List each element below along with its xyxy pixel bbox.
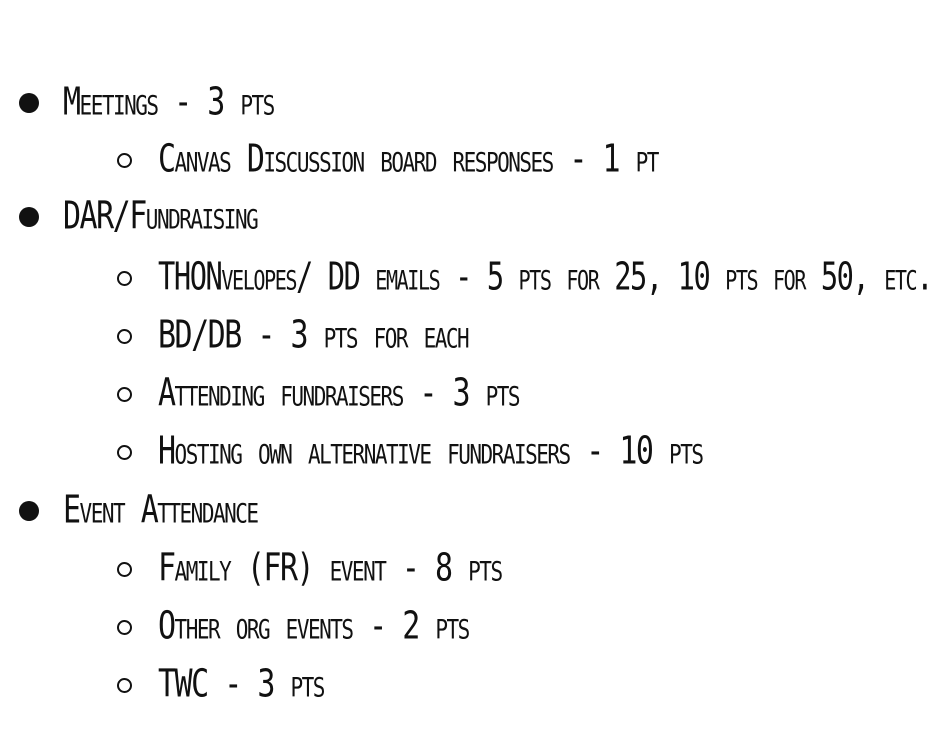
list-item-text: TWC - 3 pts bbox=[158, 661, 324, 707]
list-item-text: DAR/Fundraising bbox=[63, 193, 258, 239]
hollow-bullet-icon bbox=[117, 153, 132, 168]
hollow-bullet-icon bbox=[117, 620, 132, 635]
list-item-text: Attending fundraisers - 3 pts bbox=[158, 370, 520, 416]
hollow-bullet-icon bbox=[117, 329, 132, 344]
hollow-bullet-icon bbox=[117, 271, 132, 286]
hollow-bullet-icon bbox=[117, 678, 132, 693]
filled-bullet-icon bbox=[19, 93, 39, 113]
list-item-text: Meetings - 3 pts bbox=[63, 79, 274, 125]
filled-bullet-icon bbox=[19, 207, 39, 227]
filled-bullet-icon bbox=[19, 501, 39, 521]
list-item-text: Canvas Discussion board responses - 1 pt bbox=[158, 136, 658, 182]
list-item-text: BD/DB - 3 pts for each bbox=[158, 312, 469, 358]
list-item-text: Family (FR) event - 8 pts bbox=[158, 545, 502, 591]
list-item-text: THONvelopes/ DD emails - 5 pts for 25, 10 pts for 50, etc. bbox=[158, 254, 933, 300]
hollow-bullet-icon bbox=[117, 387, 132, 402]
hollow-bullet-icon bbox=[117, 445, 132, 460]
list-item-text: Other org events - 2 pts bbox=[158, 603, 469, 649]
list-item-text: Event Attendance bbox=[63, 487, 258, 533]
hollow-bullet-icon bbox=[117, 562, 132, 577]
list-item-text: Hosting own alternative fundraisers - 10 pts bbox=[158, 428, 703, 474]
